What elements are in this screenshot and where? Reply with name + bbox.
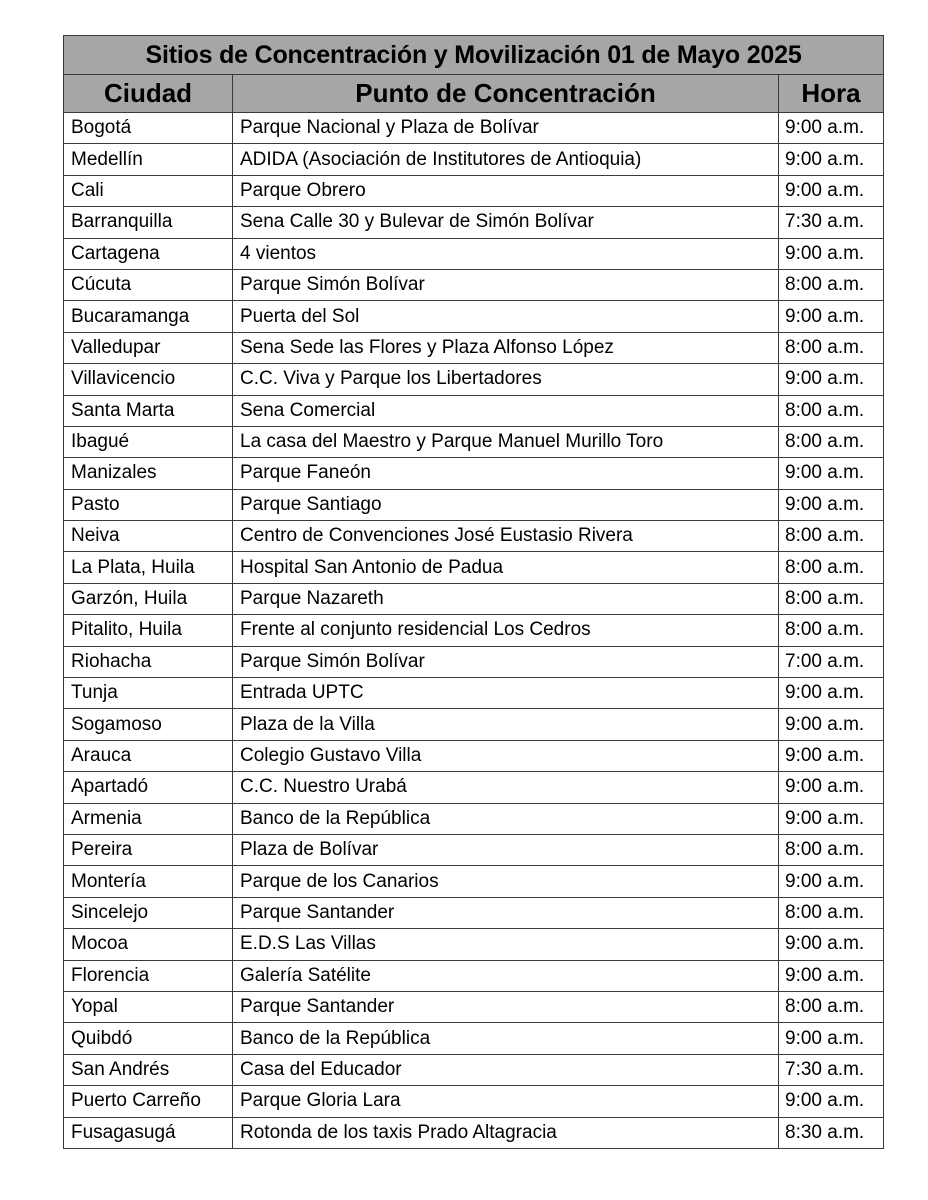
cell-point: Frente al conjunto residencial Los Cedros [233,615,779,646]
cell-hour: 8:00 a.m. [779,332,884,363]
cell-city: Fusagasugá [64,1117,233,1148]
cell-hour: 8:00 a.m. [779,897,884,928]
cell-hour: 7:30 a.m. [779,1054,884,1085]
cell-hour: 9:00 a.m. [779,803,884,834]
cell-city: Cali [64,175,233,206]
cell-point: Parque Obrero [233,175,779,206]
cell-hour: 8:00 a.m. [779,426,884,457]
cell-hour: 9:00 a.m. [779,489,884,520]
cell-point: Parque Nazareth [233,583,779,614]
cell-city: Armenia [64,803,233,834]
table-row [64,364,884,395]
cell-hour: 7:00 a.m. [779,646,884,677]
table-body [64,113,884,1149]
cell-city: Montería [64,866,233,897]
cell-city: Pitalito, Huila [64,615,233,646]
cell-point: Parque de los Canarios [233,866,779,897]
cell-city: Quibdó [64,1023,233,1054]
cell-point: La casa del Maestro y Parque Manuel Murillo Toro [233,426,779,457]
cell-city: San Andrés [64,1054,233,1085]
table-row [64,646,884,677]
cell-hour: 9:00 a.m. [779,740,884,771]
cell-hour: 8:00 a.m. [779,395,884,426]
cell-hour: 9:00 a.m. [779,929,884,960]
table-title-row [64,36,884,75]
cell-city: Sogamoso [64,709,233,740]
cell-hour: 8:00 a.m. [779,834,884,865]
cell-hour: 8:00 a.m. [779,615,884,646]
table-row [64,960,884,991]
cell-city: Yopal [64,991,233,1022]
cell-hour: 9:00 a.m. [779,772,884,803]
cell-city: Sincelejo [64,897,233,928]
cell-point: Parque Nacional y Plaza de Bolívar [233,113,779,144]
table-row [64,332,884,363]
table-row [64,113,884,144]
concentration-sites-sheet [63,35,883,1149]
cell-point: C.C. Viva y Parque los Libertadores [233,364,779,395]
cell-point: C.C. Nuestro Urabá [233,772,779,803]
table-row [64,740,884,771]
cell-point: Parque Santiago [233,489,779,520]
cell-city: Bucaramanga [64,301,233,332]
table-header-row [64,75,884,113]
cell-hour: 9:00 a.m. [779,678,884,709]
cell-city: Tunja [64,678,233,709]
table-row [64,897,884,928]
column-header-point: Punto de Concentración [233,75,779,113]
cell-point: Sena Comercial [233,395,779,426]
cell-point: Centro de Convenciones José Eustasio Rivera [233,521,779,552]
cell-city: Santa Marta [64,395,233,426]
cell-city: Cartagena [64,238,233,269]
cell-city: Arauca [64,740,233,771]
cell-point: Entrada UPTC [233,678,779,709]
cell-point: Parque Faneón [233,458,779,489]
cell-hour: 9:00 a.m. [779,1023,884,1054]
column-header-hour: Hora [779,75,884,113]
cell-city: Villavicencio [64,364,233,395]
cell-hour: 8:30 a.m. [779,1117,884,1148]
cell-point: Rotonda de los taxis Prado Altagracia [233,1117,779,1148]
cell-point: Banco de la República [233,1023,779,1054]
table-row [64,866,884,897]
cell-city: Ibagué [64,426,233,457]
table-row [64,426,884,457]
table-row [64,1117,884,1148]
cell-point: ADIDA (Asociación de Institutores de Antioquia) [233,144,779,175]
cell-point: Colegio Gustavo Villa [233,740,779,771]
table-row [64,175,884,206]
cell-hour: 8:00 a.m. [779,521,884,552]
cell-point: E.D.S Las Villas [233,929,779,960]
cell-hour: 9:00 a.m. [779,238,884,269]
cell-point: Sena Sede las Flores y Plaza Alfonso López [233,332,779,363]
cell-point: Parque Gloria Lara [233,1086,779,1117]
cell-point: Hospital San Antonio de Padua [233,552,779,583]
cell-city: Pereira [64,834,233,865]
cell-hour: 9:00 a.m. [779,1086,884,1117]
cell-city: Valledupar [64,332,233,363]
table-row [64,583,884,614]
cell-hour: 8:00 a.m. [779,552,884,583]
concentration-sites-table [63,35,884,1149]
cell-point: Plaza de la Villa [233,709,779,740]
table-row [64,458,884,489]
cell-city: La Plata, Huila [64,552,233,583]
table-row [64,269,884,300]
cell-city: Riohacha [64,646,233,677]
cell-hour: 9:00 a.m. [779,709,884,740]
table-row [64,1086,884,1117]
table-row [64,772,884,803]
cell-city: Bogotá [64,113,233,144]
cell-hour: 9:00 a.m. [779,364,884,395]
cell-point: Sena Calle 30 y Bulevar de Simón Bolívar [233,207,779,238]
table-row [64,238,884,269]
cell-point: Parque Santander [233,991,779,1022]
cell-city: Garzón, Huila [64,583,233,614]
cell-point: Puerta del Sol [233,301,779,332]
table-row [64,521,884,552]
cell-city: Neiva [64,521,233,552]
cell-point: 4 vientos [233,238,779,269]
table-row [64,207,884,238]
table-row [64,615,884,646]
cell-hour: 8:00 a.m. [779,991,884,1022]
cell-point: Parque Simón Bolívar [233,646,779,677]
cell-city: Pasto [64,489,233,520]
table-title: Sitios de Concentración y Movilización 01 de Mayo 2025 [64,36,884,75]
table-row [64,709,884,740]
cell-point: Casa del Educador [233,1054,779,1085]
cell-point: Galería Satélite [233,960,779,991]
table-row [64,1023,884,1054]
table-row [64,1054,884,1085]
cell-hour: 9:00 a.m. [779,458,884,489]
table-row [64,678,884,709]
table-row [64,552,884,583]
cell-hour: 7:30 a.m. [779,207,884,238]
cell-city: Mocoa [64,929,233,960]
column-header-city: Ciudad [64,75,233,113]
cell-city: Barranquilla [64,207,233,238]
cell-hour: 8:00 a.m. [779,583,884,614]
cell-point: Plaza de Bolívar [233,834,779,865]
cell-point: Banco de la República [233,803,779,834]
cell-hour: 9:00 a.m. [779,866,884,897]
cell-city: Manizales [64,458,233,489]
table-row [64,929,884,960]
cell-city: Puerto Carreño [64,1086,233,1117]
cell-hour: 8:00 a.m. [779,269,884,300]
table-row [64,834,884,865]
table-row [64,991,884,1022]
cell-hour: 9:00 a.m. [779,113,884,144]
cell-hour: 9:00 a.m. [779,175,884,206]
table-row [64,301,884,332]
cell-hour: 9:00 a.m. [779,301,884,332]
table-row [64,144,884,175]
table-row [64,395,884,426]
cell-city: Cúcuta [64,269,233,300]
cell-city: Apartadó [64,772,233,803]
cell-hour: 9:00 a.m. [779,144,884,175]
cell-point: Parque Simón Bolívar [233,269,779,300]
cell-city: Florencia [64,960,233,991]
cell-city: Medellín [64,144,233,175]
cell-hour: 9:00 a.m. [779,960,884,991]
cell-point: Parque Santander [233,897,779,928]
table-row [64,803,884,834]
table-row [64,489,884,520]
